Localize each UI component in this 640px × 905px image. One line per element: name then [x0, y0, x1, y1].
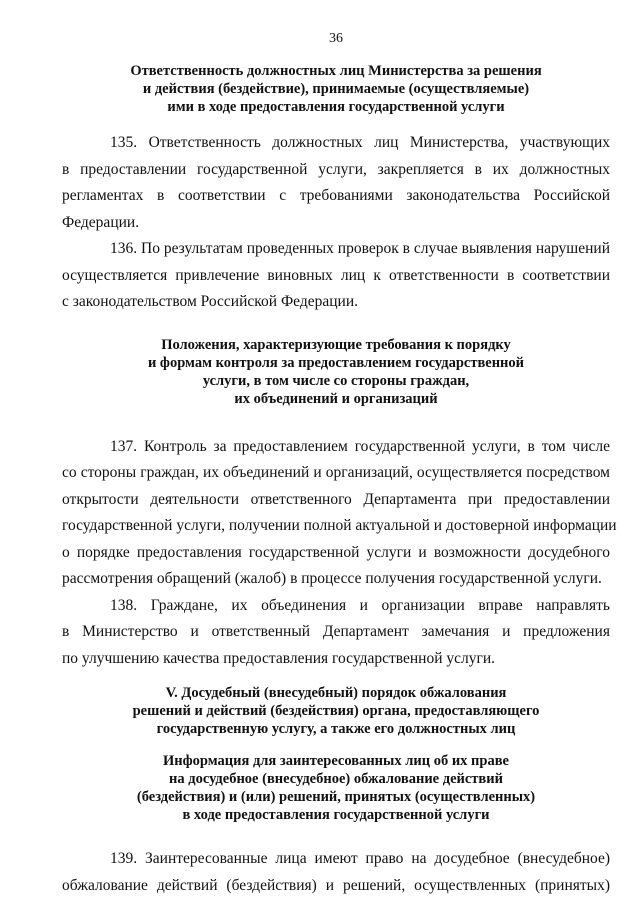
heading-line: услуги, в том числе со стороны граждан,	[202, 372, 470, 389]
heading-responsibility	[62, 62, 610, 116]
text-line: открытости деятельности ответственного Департамента при предоставлении	[62, 490, 610, 508]
heading-line: ими в ходе предоставления государственной услуги	[167, 99, 505, 115]
text-line: Федерации.	[62, 213, 140, 231]
paragraph-136	[62, 236, 610, 316]
heading-line: и формам контроля за предоставлением государственной	[147, 354, 525, 371]
text-line: 135. Ответственность должностных лиц Министерства, участвующих	[110, 134, 610, 151]
text-line: осуществляется привлечение виновных лиц к ответственности в соответствии	[62, 266, 610, 284]
text-line: 138. Граждане, их объединения и организации вправе направлять	[110, 596, 610, 614]
text-line: 139. Заинтересованные лица имеют право на досудебное (внесудебное)	[110, 850, 610, 867]
text-line: в Министерство и ответственный Департамент замечания и предложения	[62, 623, 610, 640]
text-line: регламентах в соответствии с требованиями законодательства Российской	[62, 187, 610, 204]
heading-section-v	[62, 684, 610, 738]
page-number: 36	[329, 31, 343, 46]
text-line: со стороны граждан, их объединений и организаций, осуществляется посредством	[62, 464, 610, 481]
paragraph-138	[62, 593, 610, 673]
text-line: о порядке предоставления государственной услуги и возможности досудебного	[62, 543, 610, 561]
heading-appeal-information	[62, 752, 610, 824]
document-body	[62, 62, 617, 899]
heading-line: на досудебное (внесудебное) обжалование действий	[169, 771, 503, 787]
heading-control-requirements	[62, 336, 610, 408]
text-line: по улучшению качества предоставления государственной услуги.	[62, 649, 496, 667]
paragraph-135	[62, 130, 610, 236]
text-line: государственной услуги, получении полной актуальной и достоверной информации	[62, 517, 617, 534]
paragraph-137	[62, 434, 617, 593]
heading-line: V. Досудебный (внесудебный) порядок обжалования	[165, 685, 507, 701]
heading-line: решений и действий (бездействия) органа, предоставляющего	[132, 703, 540, 719]
heading-line: государственную услугу, а также его должностных лиц	[156, 721, 516, 737]
document-page	[62, 30, 617, 899]
heading-line: их объединений и организаций	[234, 390, 438, 407]
text-line: обжалование действий (бездействия) и решений, осуществленных (принятых)	[62, 876, 610, 894]
paragraph-139	[62, 846, 610, 899]
heading-line: Информация для заинтересованных лиц об их праве	[163, 753, 509, 769]
text-line: в предоставлении государственной услуги, закрепляется в их должностных	[62, 160, 610, 178]
text-line: рассмотрения обращений (жалоб) в процессе получения государственной услуги.	[62, 570, 602, 587]
text-line: с законодательством Российской Федерации.	[62, 293, 359, 310]
text-line: 136. По результатам проведенных проверок в случае выявления нарушений	[110, 240, 610, 257]
heading-line: Ответственность должностных лиц Министерства за решения	[130, 63, 542, 79]
heading-line: и действия (бездействие), принимаемые (осуществляемые)	[142, 81, 530, 97]
heading-line: Положения, характеризующие требования к порядку	[161, 336, 511, 353]
text-line: 137. Контроль за предоставлением государственной услуги, в том числе	[110, 437, 610, 455]
heading-line: в ходе предоставления государственной услуги	[182, 807, 490, 823]
heading-line: (бездействия) и (или) решений, принятых (осуществленных)	[136, 789, 536, 805]
